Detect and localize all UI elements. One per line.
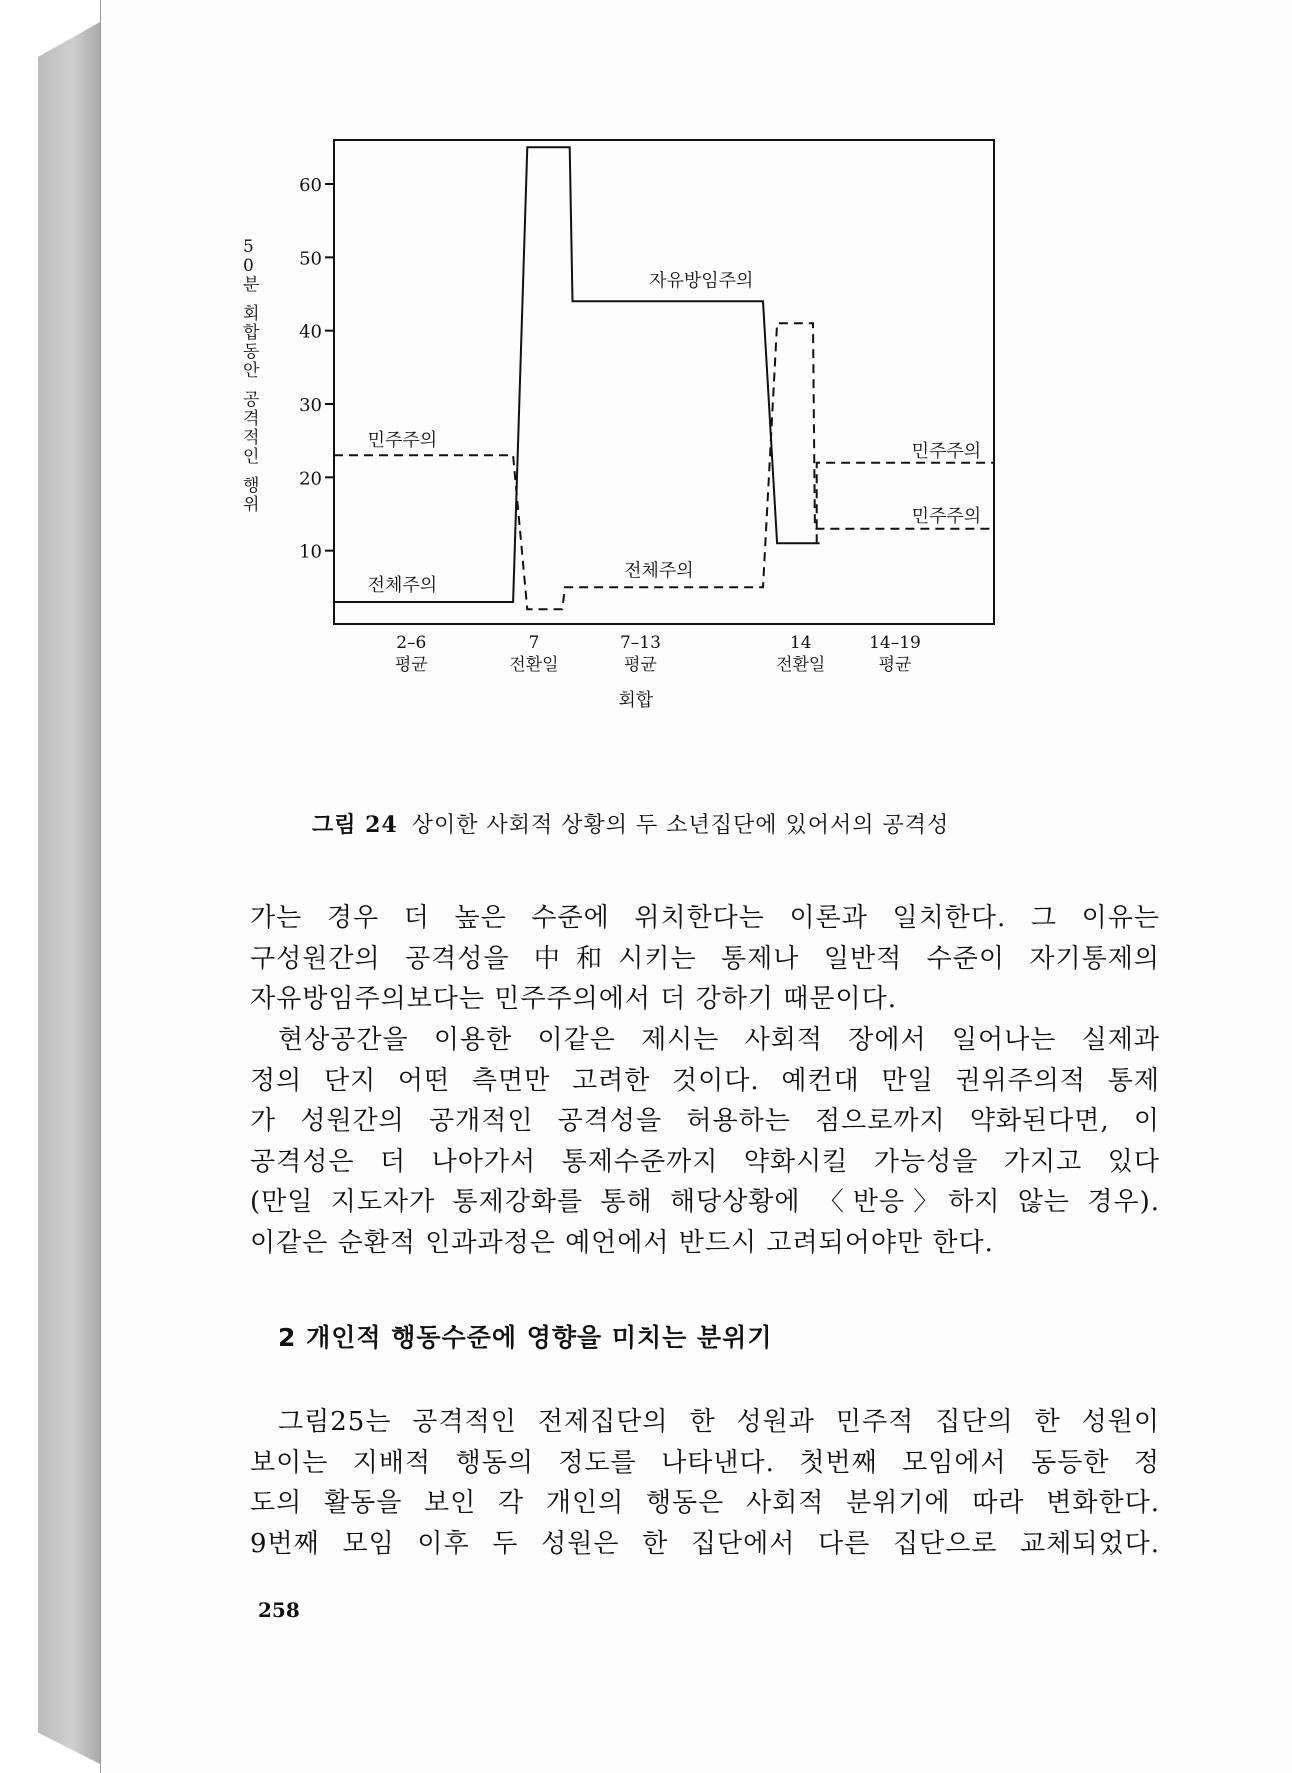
paragraph-3 [250, 1402, 1160, 1564]
text-line: 정의 단지 어떤 측면만 고려한 것이다. 예컨대 만일 권위주의적 통제 [250, 1065, 1160, 1096]
series-line [817, 463, 994, 544]
series-annotation: 자유방임주의 [649, 270, 754, 292]
x-tick-label: 14–19 [869, 633, 921, 653]
x-tick-label: 7 [528, 633, 540, 653]
y-tick-label: 10 [299, 541, 322, 563]
plot-frame [334, 140, 994, 624]
x-tick-label: 평균 [394, 655, 428, 675]
x-axis-label: 회합 [618, 690, 654, 711]
text-line: 도의 활동을 보인 각 개인의 행동은 사회적 분위기에 따라 변화한다. [250, 1488, 1160, 1518]
chart-svg [240, 140, 1140, 800]
text-line: 공격성은 더 나아가서 통제수준까지 약화시킬 가능성을 가지고 있다 [250, 1146, 1160, 1177]
x-tick-label: 전환일 [776, 655, 826, 675]
x-tick-label: 14 [789, 633, 812, 653]
y-axis-label: 5 0 분 회 합 동 안 공 격 적 인 행 위 [243, 237, 260, 515]
figure-24-chart [240, 140, 1140, 800]
x-tick-label: 7–13 [619, 633, 661, 653]
y-tick-label: 60 [299, 175, 322, 196]
series-annotation: 민주주의 [367, 429, 438, 451]
paragraph-2 [250, 1020, 1160, 1263]
text-line: 그림25는 공격적인 전제집단의 한 성원과 민주적 집단의 한 성원이 [278, 1407, 1160, 1437]
x-tick-label: 평균 [623, 655, 657, 675]
series-line [334, 147, 820, 602]
x-tick-label: 평균 [878, 655, 912, 675]
section-heading: 2 개인적 행동수준에 영향을 미치는 분위기 [278, 1323, 773, 1352]
page-number: 258 [258, 1598, 300, 1622]
text-line: 구성원간의 공격성을 中和시키는 통제나 일반적 수준이 자기통제의 [250, 943, 1160, 974]
y-tick-label: 50 [299, 248, 322, 270]
text-line: 가 성원간의 공개적인 공격성을 허용하는 점으로까지 약화된다면, 이 [250, 1106, 1160, 1136]
paragraph-1 [250, 898, 1160, 1020]
text-line: 이같은 순환적 인과과정은 예언에서 반드시 고려되어야만 한다. [250, 1227, 994, 1258]
caption-number: 그림 24 [312, 812, 398, 838]
series-annotation: 전체주의 [367, 575, 438, 596]
text-line: 자유방임주의보다는 민주주의에서 더 강하기 때문이다. [250, 984, 897, 1014]
text-line: (만일 지도자가 통제강화를 통해 해당상황에 〈반응〉하지 않는 경우). [250, 1187, 1160, 1217]
x-tick-label: 전환일 [509, 655, 559, 675]
y-tick-label: 20 [299, 468, 322, 490]
y-tick-label: 30 [299, 395, 322, 416]
text-line: 보이는 지배적 행동의 정도를 나타낸다. 첫번째 모임에서 동등한 정 [250, 1447, 1160, 1478]
series-annotation: 민주주의 [911, 506, 982, 528]
book-spine [38, 22, 100, 1764]
series-annotation: 전체주의 [624, 560, 694, 582]
text-line: 가는 경우 더 높은 수준에 위치한다는 이론과 일치한다. 그 이유는 [250, 903, 1160, 933]
text-line: 9번째 모임 이후 두 성원은 한 집단에서 다른 집단으로 교체되었다. [250, 1528, 1160, 1559]
text-line: 현상공간을 이용한 이같은 제시는 사회적 장에서 일어나는 실제과 [278, 1025, 1160, 1055]
caption-text: 상이한 사회적 상황의 두 소년집단에 있어서의 공격성 [411, 813, 950, 838]
y-tick-label: 40 [299, 321, 322, 343]
series-annotation: 민주주의 [911, 440, 982, 462]
x-tick-label: 2–6 [396, 633, 427, 653]
figure-caption [312, 808, 1132, 839]
